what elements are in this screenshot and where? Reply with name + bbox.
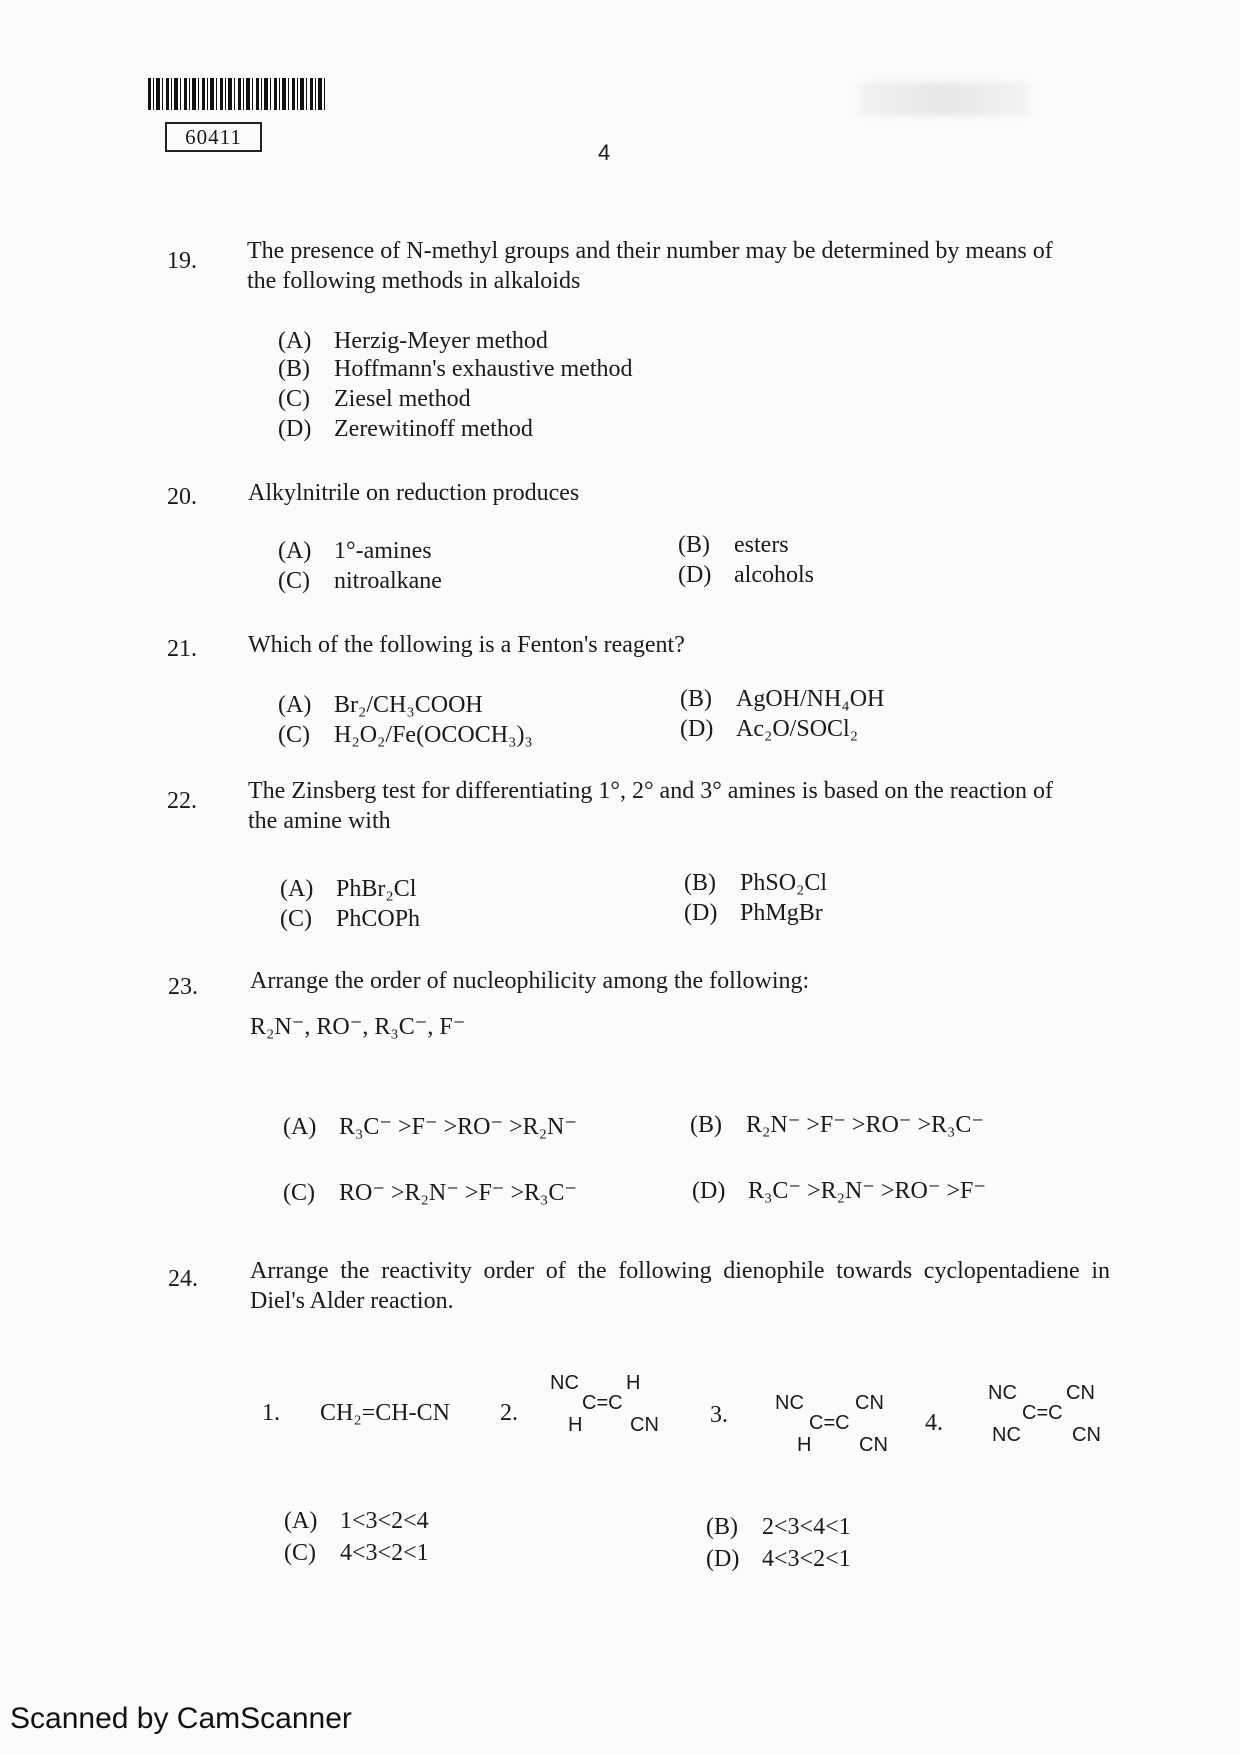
- option: (D) Ac₂O/SOCl₂: [680, 716, 859, 742]
- option: (A) Br₂/CH₃COOH: [278, 692, 483, 718]
- question-text: Alkylnitrile on reduction produces: [248, 480, 580, 506]
- option: (A) 1°-amines: [278, 538, 432, 564]
- compound-3-structure: NC CN C=C H CN: [775, 1392, 888, 1456]
- compound-3-number: 3.: [710, 1402, 728, 1428]
- question-text: Which of the following is a Fenton's reagent?: [248, 632, 685, 658]
- question-text: Arrange the reactivity order of the following dienophile towards cyclopentadiene in Diel's Alder reaction.: [250, 1258, 1110, 1314]
- compound-1: 1. CH₂=CH-CN: [262, 1400, 450, 1426]
- faint-bleed-through: [860, 82, 1030, 116]
- option: (C) nitroalkane: [278, 568, 442, 594]
- option: (C) Ziesel method: [278, 386, 471, 412]
- page-number: 4: [598, 140, 611, 165]
- option: (C) 4<3<2<1: [284, 1540, 429, 1566]
- option: (B) R₂N⁻ >F⁻ >RO⁻ >R₃C⁻: [690, 1112, 985, 1138]
- question-text: The presence of N-methyl groups and their number may be determined by means of the following methods in alkaloids: [247, 238, 1053, 294]
- option: (B) AgOH/NH₄OH: [680, 686, 885, 712]
- question-number: 24.: [168, 1266, 198, 1292]
- question-number: 23.: [168, 974, 198, 1000]
- scanner-watermark: Scanned by CamScanner: [10, 1702, 352, 1735]
- option: (A) R₃C⁻ >F⁻ >RO⁻ >R₂N⁻: [283, 1114, 578, 1140]
- option: (A) 1<3<2<4: [284, 1508, 429, 1534]
- option: (C) H₂O₂/Fe(OCOCH₃)₃: [278, 722, 533, 748]
- option: (D) Zerewitinoff method: [278, 416, 533, 442]
- question-text: Arrange the order of nucleophilicity among the following:: [250, 968, 810, 994]
- option: (D) alcohols: [678, 562, 814, 588]
- question-text: The Zinsberg test for differentiating 1°, 2° and 3° amines is based on the reaction of the amine with: [248, 778, 1054, 834]
- option: (B) PhSO₂Cl: [684, 870, 828, 896]
- option: (A) PhBr₂Cl: [280, 876, 417, 902]
- compound-2-number: 2.: [500, 1400, 518, 1426]
- option: (B) esters: [678, 532, 789, 558]
- barcode-image: [148, 78, 328, 110]
- option: (C) RO⁻ >R₂N⁻ >F⁻ >R₃C⁻: [283, 1180, 578, 1206]
- compound-4-structure: NC CN C=C NC CN: [988, 1382, 1101, 1446]
- question-number: 21.: [167, 636, 197, 662]
- option: (B) Hoffmann's exhaustive method: [278, 356, 633, 382]
- compound-4-number: 4.: [925, 1410, 943, 1436]
- option: (D) 4<3<2<1: [706, 1546, 851, 1572]
- question-subtext: R₂N⁻, RO⁻, R₃C⁻, F⁻: [250, 1014, 466, 1040]
- option: (D) R₃C⁻ >R₂N⁻ >RO⁻ >F⁻: [692, 1178, 987, 1204]
- option: (B) 2<3<4<1: [706, 1514, 851, 1540]
- option: (C) PhCOPh: [280, 906, 421, 932]
- option: (D) PhMgBr: [684, 900, 823, 926]
- option: (A) Herzig-Meyer method: [278, 328, 548, 354]
- question-number: 19.: [167, 248, 197, 274]
- compound-2-structure: NC H C=C H CN: [550, 1372, 659, 1436]
- paper-code: 60411: [165, 122, 262, 152]
- question-number: 22.: [167, 788, 197, 814]
- question-number: 20.: [167, 484, 197, 510]
